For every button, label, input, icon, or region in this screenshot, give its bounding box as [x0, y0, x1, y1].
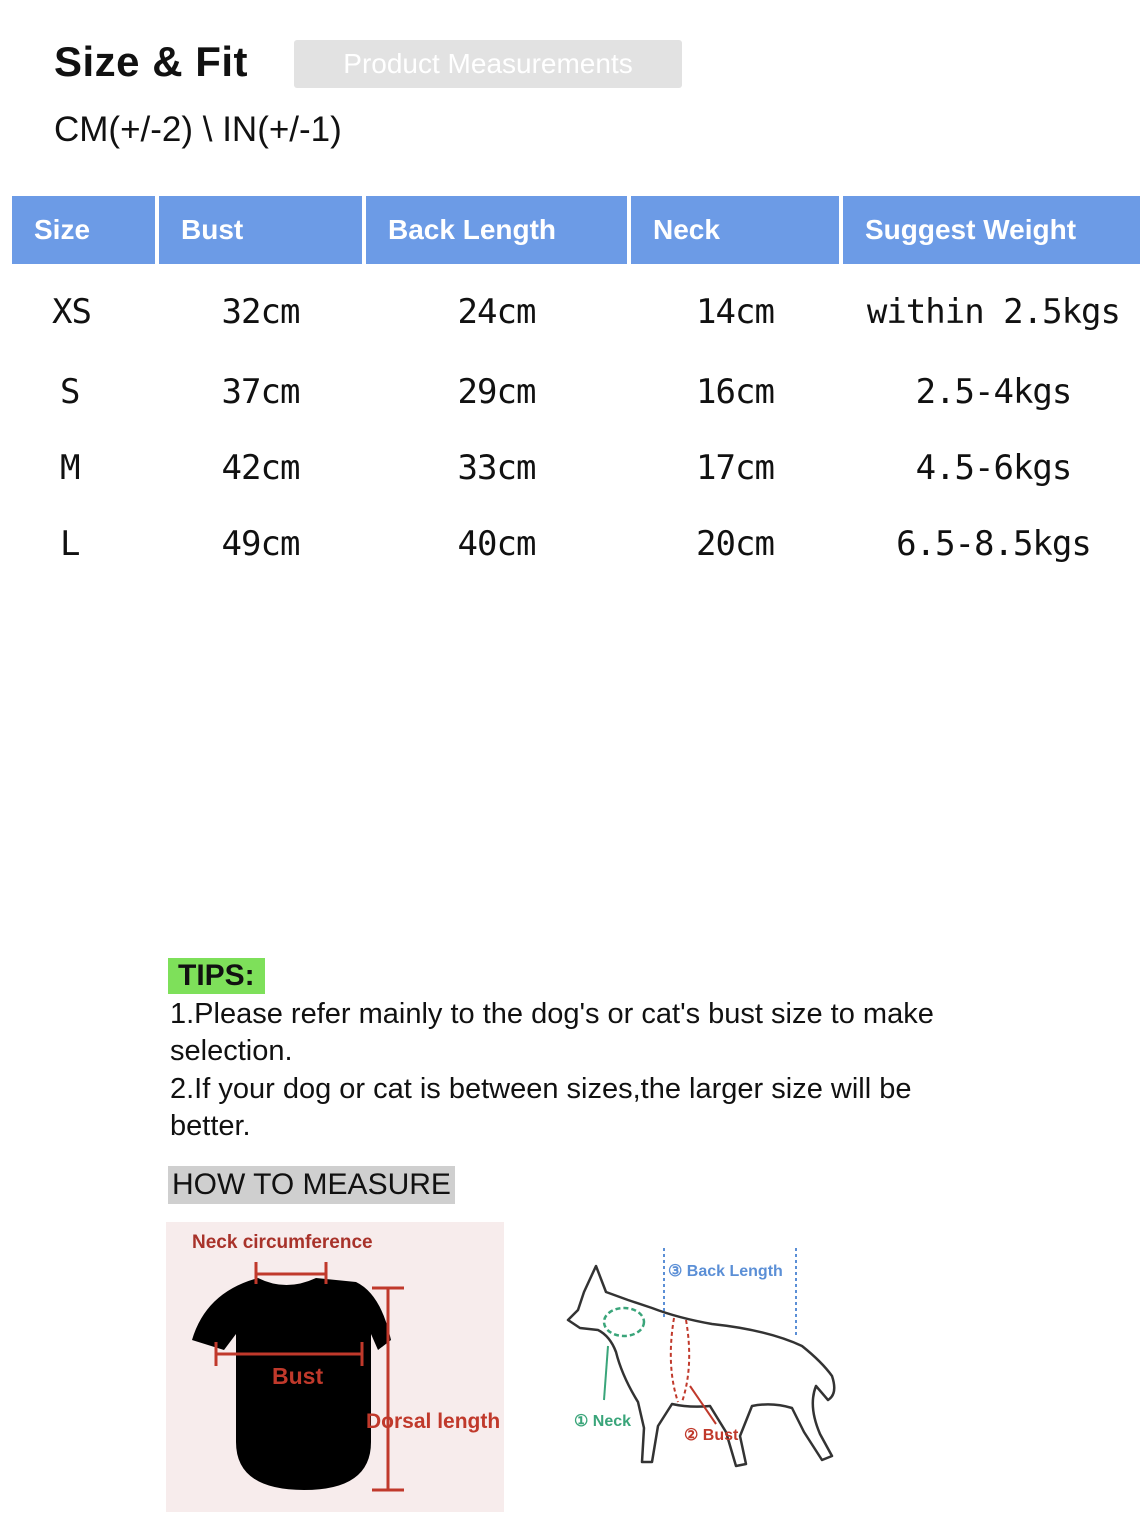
- size-table: [8, 196, 1140, 582]
- table-row: [12, 264, 1140, 354]
- weight-cell: 6.5-8.5kgs: [896, 524, 1091, 564]
- back-length-cell: 33cm: [457, 448, 536, 488]
- column-header-neck: Neck: [631, 196, 839, 264]
- bust-label: Bust: [272, 1363, 324, 1389]
- table-row: [12, 430, 1140, 506]
- dorsal-length-label: Dorsal length: [366, 1410, 501, 1433]
- tips-label: TIPS:: [168, 958, 265, 994]
- table-row: [12, 354, 1140, 430]
- shirt-measure-diagram: [166, 1222, 504, 1512]
- weight-cell: 2.5-4kgs: [915, 372, 1072, 412]
- neck-cell: 17cm: [696, 448, 774, 488]
- table-header-row: [12, 196, 1140, 264]
- how-to-measure-heading: HOW TO MEASURE: [168, 1166, 455, 1204]
- dog-measure-diagram: [540, 1236, 860, 1496]
- size-cell: XS: [52, 292, 91, 332]
- neck-circumference-label: Neck circumference: [192, 1232, 373, 1253]
- back-length-cell: 40cm: [457, 524, 536, 564]
- neck-label: ① Neck: [574, 1413, 632, 1430]
- neck-cell: 16cm: [696, 372, 774, 412]
- column-header-suggest-weight: Suggest Weight: [843, 196, 1140, 264]
- unit-tolerance: CM(+/-2) \ IN(+/-1): [54, 110, 342, 149]
- neck-cell: 20cm: [696, 524, 774, 564]
- size-cell: S: [60, 372, 80, 412]
- back-length-cell: 29cm: [457, 372, 536, 412]
- tip-1: 1.Please refer mainly to the dog's or cat's bust size to make selection.: [170, 998, 934, 1067]
- column-header-back-length: Back Length: [366, 196, 627, 264]
- bust-cell: 49cm: [221, 524, 300, 564]
- tip-2: 2.If your dog or cat is between sizes,the larger size will be better.: [170, 1073, 912, 1142]
- bust-cell: 37cm: [221, 372, 300, 412]
- weight-cell: within 2.5kgs: [866, 292, 1120, 332]
- bust-label-dog: ② Bust: [684, 1427, 739, 1444]
- shirt-diagram-svg: [166, 1222, 504, 1512]
- bust-cell: 32cm: [221, 292, 300, 332]
- size-cell: L: [60, 524, 80, 564]
- back-length-cell: 24cm: [457, 292, 536, 332]
- table-row: [12, 506, 1140, 582]
- bust-ring: [671, 1318, 689, 1402]
- neck-cell: 14cm: [696, 292, 774, 332]
- column-header-size: Size: [12, 196, 155, 264]
- weight-cell: 4.5-6kgs: [915, 448, 1072, 488]
- size-cell: M: [60, 448, 80, 488]
- column-header-bust: Bust: [159, 196, 362, 264]
- page-title: Size & Fit: [54, 38, 249, 85]
- neck-ring: [604, 1308, 644, 1336]
- back-length-label: ③ Back Length: [668, 1263, 783, 1280]
- bust-cell: 42cm: [221, 448, 300, 488]
- product-measurements-tab[interactable]: Product Measurements: [294, 40, 682, 88]
- dog-diagram-svg: [540, 1236, 860, 1496]
